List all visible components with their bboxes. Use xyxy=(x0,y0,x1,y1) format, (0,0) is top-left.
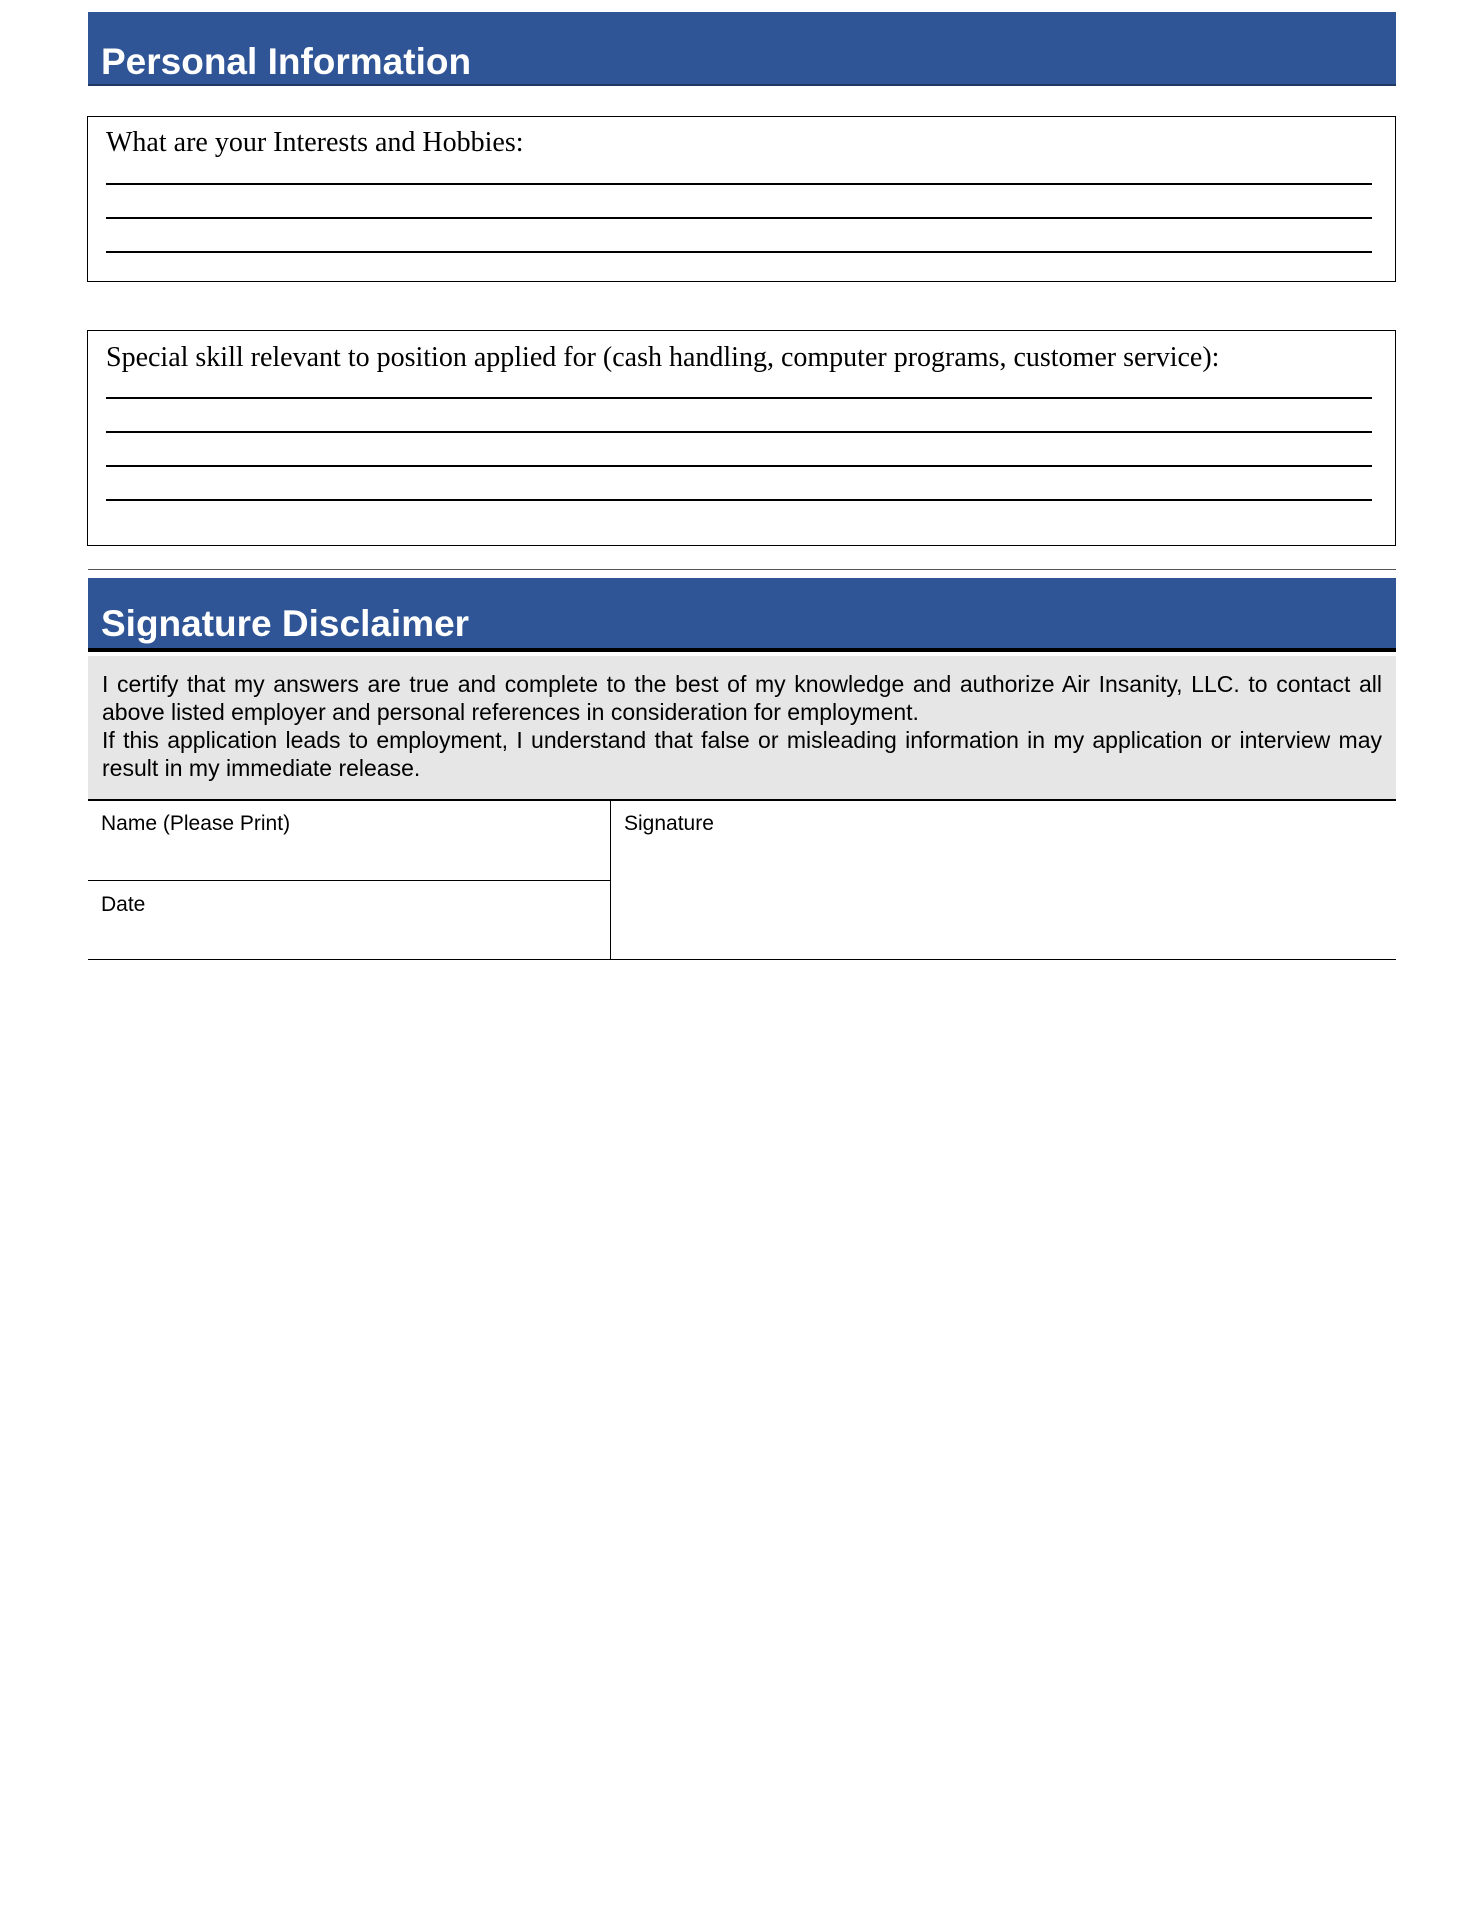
interests-answer-line[interactable] xyxy=(106,251,1372,253)
skills-answer-line[interactable] xyxy=(106,397,1372,399)
section-divider xyxy=(88,569,1396,570)
interests-hobbies-box xyxy=(87,116,1396,282)
special-skills-box xyxy=(87,330,1396,546)
skills-answer-line[interactable] xyxy=(106,465,1372,467)
section-title: Signature Disclaimer xyxy=(101,603,470,644)
interests-answer-line[interactable] xyxy=(106,217,1372,219)
name-field-label[interactable]: Name (Please Print) xyxy=(101,812,291,835)
skills-answer-line[interactable] xyxy=(106,499,1372,501)
date-field-label[interactable]: Date xyxy=(101,893,146,916)
skills-question: Special skill relevant to position applied for (cash handling, computer programs, customer service): xyxy=(106,342,1220,373)
personal-information-header xyxy=(88,12,1396,86)
signature-fields-table xyxy=(88,799,1396,960)
skills-answer-line[interactable] xyxy=(106,431,1372,433)
interests-answer-line[interactable] xyxy=(106,183,1372,185)
signature-disclaimer-header xyxy=(88,578,1396,652)
disclaimer-paragraph-certify: I certify that my answers are true and complete to the best of my knowledge and authorize Air Insanity, LLC. to contact all above listed employer and personal references in consideration for employment. xyxy=(102,671,1382,725)
section-title: Personal Information xyxy=(101,41,472,82)
interests-question: What are your Interests and Hobbies: xyxy=(106,127,524,158)
disclaimer-paragraph-release: If this application leads to employment, I understand that false or misleading information in my application or interview may result in my immediate release. xyxy=(102,727,1382,781)
disclaimer-text-block xyxy=(88,656,1396,799)
row-divider xyxy=(88,880,611,881)
signature-field-label[interactable]: Signature xyxy=(624,812,714,835)
